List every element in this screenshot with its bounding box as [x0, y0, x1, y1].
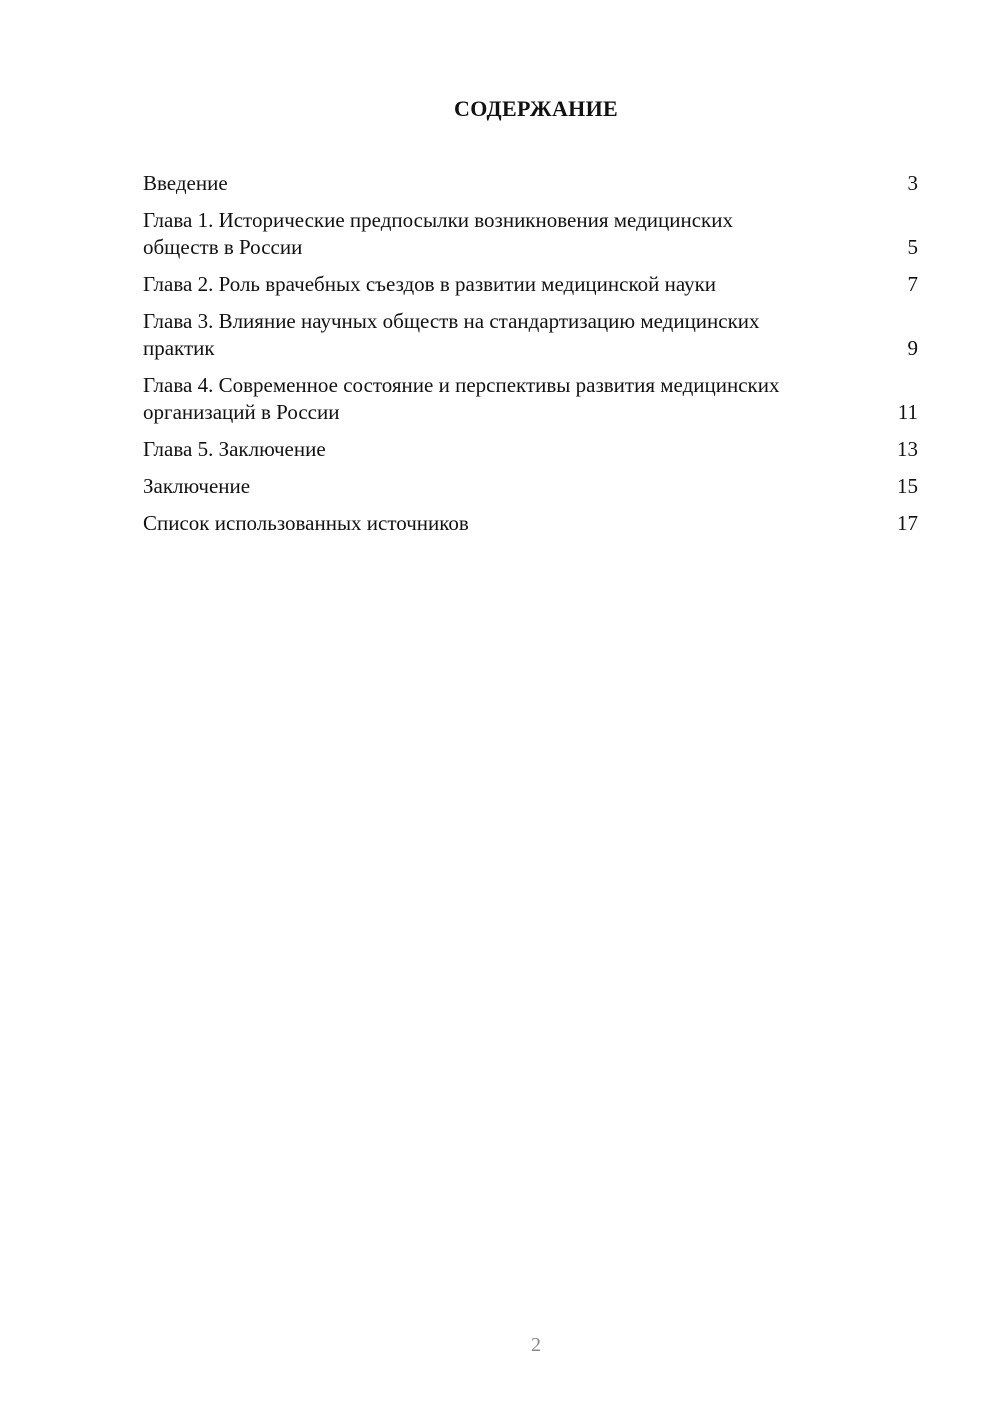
toc-entry-title: Введение: [143, 171, 228, 195]
toc-entry-page-number: 15: [897, 474, 918, 498]
page-number: 2: [531, 1334, 541, 1356]
toc-entry[interactable]: [143, 308, 918, 362]
toc-entry[interactable]: [143, 510, 918, 537]
page-title: СОДЕРЖАНИЕ: [454, 96, 618, 121]
toc-entry-page-number: 17: [897, 511, 918, 535]
toc-entry[interactable]: [143, 436, 918, 463]
toc-entry-title: Глава 4. Современное состояние и перспективы развития медицинских организаций в России: [143, 373, 780, 424]
toc-entry[interactable]: [143, 207, 918, 261]
toc-entry-title: Глава 3. Влияние научных обществ на стандартизацию медицинских практик: [143, 309, 760, 360]
toc-entry[interactable]: [143, 473, 918, 500]
toc-entry-title: Список использованных источников: [143, 511, 469, 535]
toc-entry-title: Заключение: [143, 474, 251, 498]
table-of-contents: [143, 170, 918, 547]
toc-entry-page-number: 3: [907, 171, 918, 195]
toc-entry-title: Глава 5. Заключение: [143, 437, 326, 461]
toc-entry[interactable]: [143, 170, 918, 197]
toc-entry-page-number: 13: [897, 437, 918, 461]
toc-entry-title: Глава 1. Исторические предпосылки возникновения медицинских обществ в России: [143, 208, 733, 259]
toc-entry-page-number: 7: [907, 272, 918, 296]
toc-entry[interactable]: [143, 372, 918, 426]
toc-entry-title: Глава 2. Роль врачебных съездов в развитии медицинской науки: [143, 272, 717, 296]
toc-entry-page-number: 5: [907, 235, 918, 259]
toc-entry[interactable]: [143, 271, 918, 298]
toc-entry-page-number: 11: [897, 400, 918, 424]
toc-entry-page-number: 9: [907, 336, 918, 360]
